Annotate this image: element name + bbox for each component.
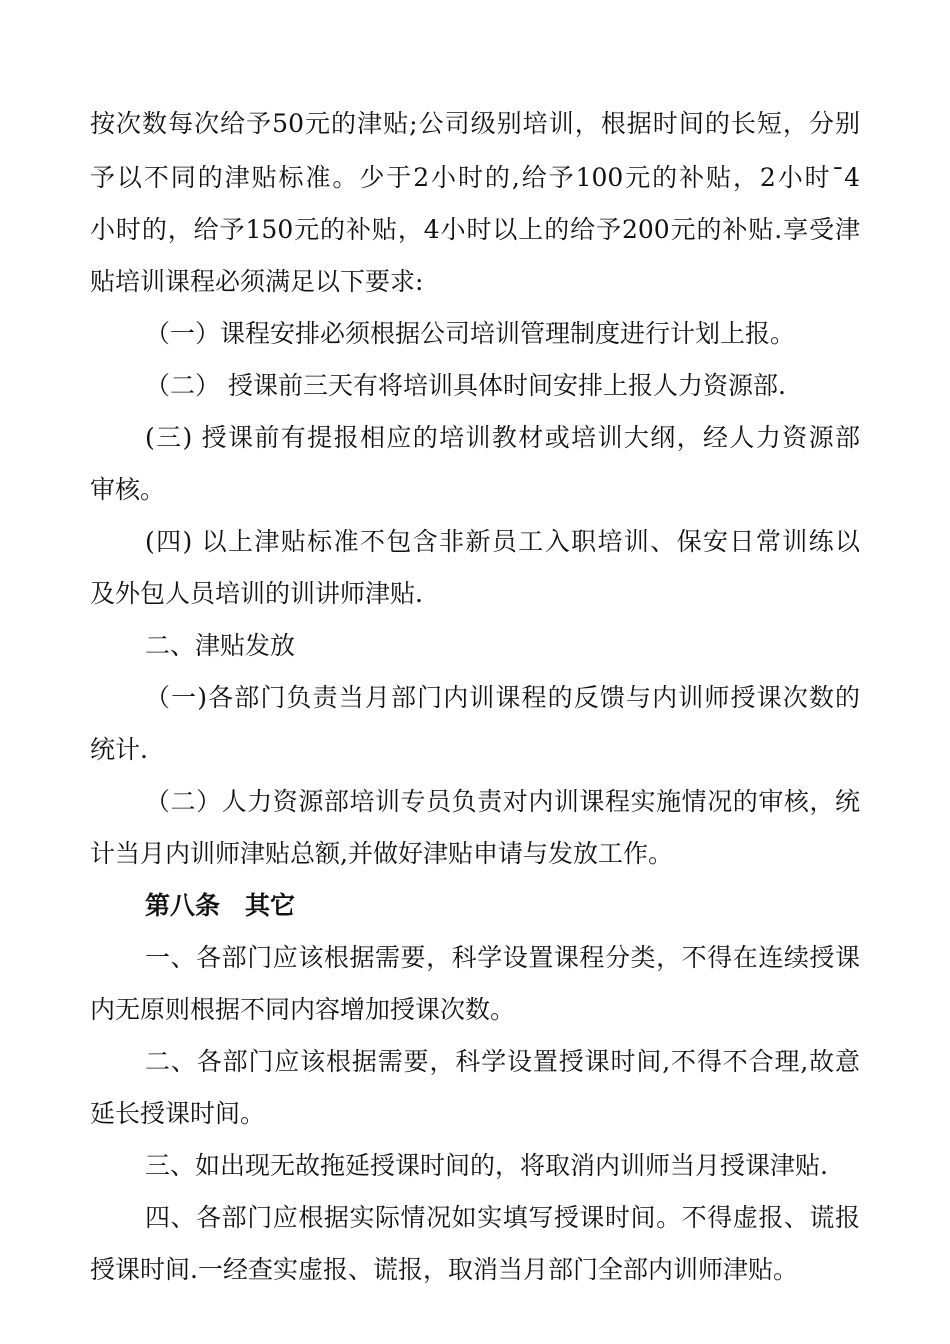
clause-3: 三、如出现无故拖延授课时间的，将取消内训师当月授课津贴.: [145, 1151, 828, 1180]
paragraph-line: 计当月内训师津贴总额,并做好津贴申请与发放工作。: [90, 839, 673, 868]
paragraph-line: 审核。: [90, 475, 166, 504]
paragraph-line: 统计.: [90, 735, 148, 764]
list-item-2: （二） 授课前三天有将培训具体时间安排上报人力资源部.: [145, 371, 786, 400]
list-item-4: (四) 以上津贴标准不包含非新员工入职培训、保安日常训练以: [145, 527, 860, 556]
list-item-3: (三) 授课前有提报相应的培训教材或培训大纲，经人力资源部: [145, 423, 860, 452]
clause-4: 四、各部门应根据实际情况如实填写授课时间。不得虚报、谎报: [145, 1203, 860, 1232]
paragraph-line: 延长授课时间。: [90, 1099, 266, 1128]
list-item-2: （二）人力资源部培训专员负责对内训课程实施情况的审核，统: [145, 787, 860, 816]
list-item-1: （一）课程安排必须根据公司培训管理制度进行计划上报。: [145, 319, 796, 348]
paragraph-line: 及外包人员培训的训讲师津贴.: [90, 579, 423, 608]
clause-2: 二、各部门应该根据需要，科学设置授课时间,不得不合理,故意: [145, 1047, 860, 1076]
paragraph-line: 内无原则根据不同内容增加授课次数。: [90, 995, 516, 1024]
paragraph-line: 予以不同的津贴标准。少于2小时的,给予100元的补贴，2小时¯4: [90, 163, 860, 192]
list-item-1: （一)各部门负责当月部门内训课程的反馈与内训师授课次数的: [145, 683, 860, 712]
paragraph-line: 小时的，给予150元的补贴，4小时以上的给予200元的补贴.享受津: [90, 215, 860, 244]
article-heading: 第八条 其它: [145, 891, 296, 920]
section-heading: 二、津贴发放: [145, 631, 296, 660]
paragraph-line: 按次数每次给予50元的津贴;公司级别培训，根据时间的长短，分别: [90, 109, 860, 138]
clause-1: 一、各部门应该根据需要，科学设置课程分类，不得在连续授课: [145, 943, 860, 972]
paragraph-line: 授课时间.一经查实虚报、谎报，取消当月部门全部内训师津贴。: [90, 1255, 798, 1284]
paragraph-line: 贴培训课程必须满足以下要求:: [90, 267, 424, 296]
